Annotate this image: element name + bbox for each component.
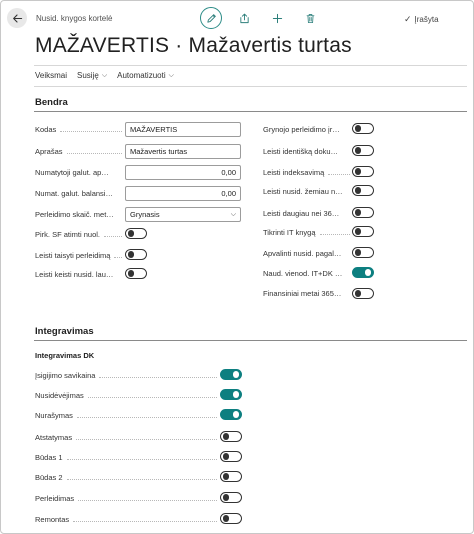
action-bar [35,71,184,80]
custom-1-toggle[interactable] [220,451,242,462]
allow-more-than-360-label: Leisti daugiau nei 36… [263,208,340,218]
code-field[interactable]: MAŽAVERTIS [125,122,241,137]
fiscal-year-365-label: Finansiniai metai 365… [263,288,342,298]
arrow-left-icon [12,13,23,24]
section-underline [34,340,467,341]
save-status [404,14,439,25]
section-integration-title[interactable]: Integravimas [35,326,94,337]
check-fa-book-label: Tikrinti IT knygą [263,228,353,237]
disposal-label: Perleidimas [35,494,220,503]
menu-automate[interactable] [117,71,174,80]
disposal-calc-method-label: Perleidimo skaič. met… [35,209,114,219]
depreciation-toggle[interactable] [220,389,242,400]
maintenance-label: Remontas [35,515,220,524]
allow-indexation-toggle[interactable] [352,166,374,177]
plus-icon [272,13,283,24]
edit-button[interactable] [200,7,222,29]
back-button[interactable] [7,8,27,28]
page-type-label: Nusid. knygos kortelė [36,14,113,23]
allow-identical-document-label: Leisti identišką doku… [263,146,339,156]
divider [34,65,467,66]
section-underline [34,111,467,112]
default-final-rounding-field[interactable]: 0,00 [125,165,241,180]
custom-1-label: Būdas 1 [35,453,220,462]
depreciation-label: Nusidėvėjimas [35,391,220,400]
check-fa-book-toggle[interactable] [352,226,374,237]
use-same-fa-gl-toggle[interactable] [352,267,374,278]
round-depr-label: Apvalinti nusid. pagal… [263,248,342,258]
appreciation-toggle[interactable] [220,431,242,442]
net-disposal-toggle[interactable] [352,123,374,134]
disposal-toggle[interactable] [220,492,242,503]
write-down-label: Nurašymas [35,411,220,420]
maintenance-toggle[interactable] [220,513,242,524]
default-final-rounding-label: Numatytoji galut. ap… [35,167,109,177]
gl-integration-subtitle: Integravimas DK [35,351,95,360]
allow-correction-disposal-label: Leisti taisyti perleidimą [35,251,125,260]
share-button[interactable] [233,7,255,29]
menu-related-label: Susiję [77,71,99,80]
checkmark-icon: ✓ [404,14,412,24]
section-general-title[interactable]: Bendra [35,97,68,108]
description-label: Aprašas [35,147,125,156]
acquisition-cost-label: Įsigijimo savikaina [35,371,220,380]
net-disposal-label: Grynojo perleidimo įr… [263,124,340,134]
write-down-toggle[interactable] [220,409,242,420]
allow-correction-disposal-toggle[interactable] [125,249,147,260]
chevron-down-icon: ⌵ [168,71,174,79]
pencil-icon [206,13,217,24]
divider [34,86,467,87]
disposal-calc-method-select[interactable] [125,207,241,222]
allow-changes-depr-fields-label: Leisti keisti nusid. lau… [35,269,114,279]
description-field[interactable]: Mažavertis turtas [125,144,241,159]
allow-identical-document-toggle[interactable] [352,145,374,156]
share-icon [239,13,250,24]
save-status-label: Įrašyta [414,15,439,24]
trash-icon [305,13,316,24]
allow-indexation-label: Leisti indeksavimą [263,168,353,177]
allow-depr-below-zero-label: Leisti nusid. žemiau n… [263,186,343,196]
custom-2-label: Būdas 2 [35,473,220,482]
subtract-disc-purch-invoice-toggle[interactable] [125,228,147,239]
delete-button[interactable] [299,7,321,29]
page-title: MAŽAVERTIS · Mažavertis turtas [35,34,352,57]
code-label: Kodas [35,125,125,134]
chevron-down-icon: ⌵ [101,71,108,79]
new-button[interactable] [266,7,288,29]
menu-actions-label: Veiksmai [35,71,68,80]
appreciation-label: Atstatymas [35,433,220,442]
default-final-balance-label: Numat. galut. balansi… [35,188,113,198]
menu-automate-label: Automatizuoti [117,71,166,80]
allow-changes-depr-fields-toggle[interactable] [125,268,147,279]
disposal-calc-method-value: Grynasis [130,210,160,219]
allow-depr-below-zero-toggle[interactable] [352,185,374,196]
menu-actions[interactable] [35,71,67,80]
header-actions [200,6,332,30]
acquisition-cost-toggle[interactable] [220,369,242,380]
allow-more-than-360-toggle[interactable] [352,207,374,218]
use-same-fa-gl-label: Naud. vienod. IT+DK … [263,268,343,278]
fiscal-year-365-toggle[interactable] [352,288,374,299]
default-final-balance-field[interactable]: 0,00 [125,186,241,201]
round-depr-toggle[interactable] [352,247,374,258]
menu-related[interactable] [77,71,107,80]
custom-2-toggle[interactable] [220,471,242,482]
chevron-down-icon: ⌵ [230,210,236,218]
subtract-disc-purch-invoice-label: Pirk. SF atimti nuol. [35,230,125,239]
